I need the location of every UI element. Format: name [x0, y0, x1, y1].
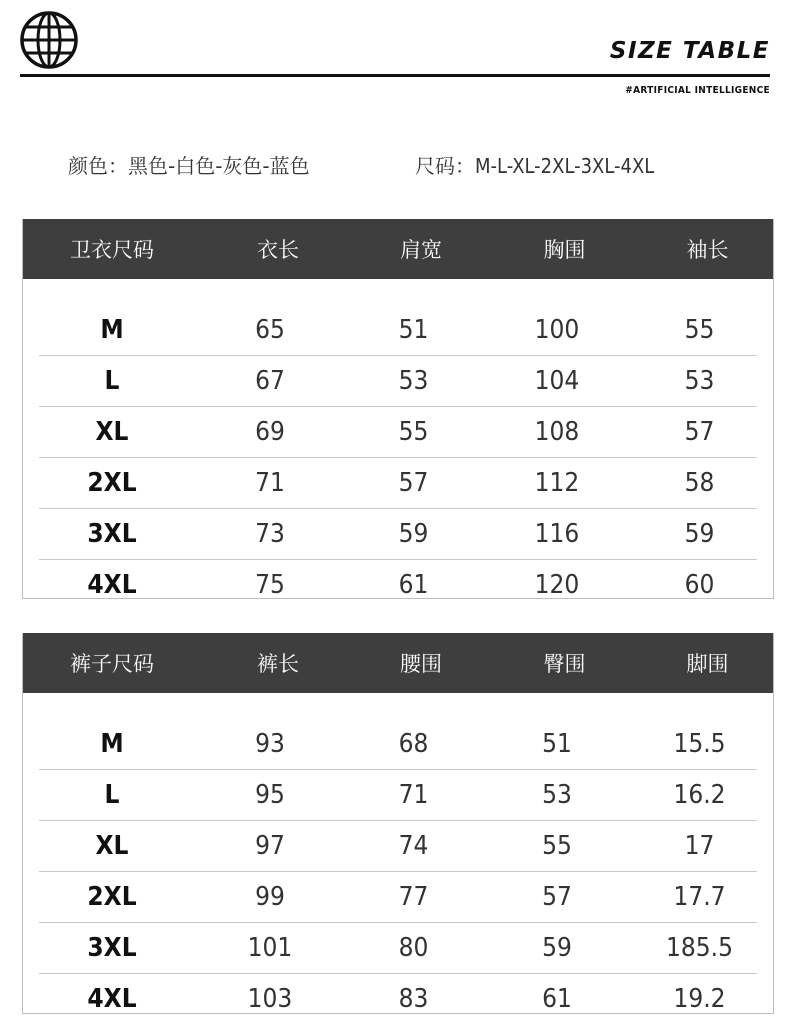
size-cell: 4XL: [87, 984, 137, 1014]
value-cell: 108: [534, 417, 580, 447]
value-cell: 101: [247, 933, 293, 963]
header-cell: 裤子尺码: [70, 652, 154, 676]
value-cell: 71: [255, 468, 285, 498]
table-header: [23, 633, 773, 693]
value-cell: 53: [398, 366, 429, 396]
value-cell: 51: [542, 729, 572, 759]
header-divider: [20, 74, 770, 77]
header-cell: 裤长: [257, 652, 299, 676]
value-cell: 65: [255, 315, 285, 345]
value-cell: 93: [255, 729, 285, 759]
value-cell: 57: [398, 468, 429, 498]
value-cell: 80: [398, 933, 429, 963]
header-cell: 脚围: [686, 652, 729, 676]
value-cell: 53: [542, 780, 572, 810]
size-cell: 3XL: [87, 519, 137, 549]
table-row: [39, 872, 757, 923]
value-cell: 17.7: [673, 882, 726, 912]
value-cell: 99: [255, 882, 285, 912]
value-cell: 57: [684, 417, 715, 447]
size-cell: XL: [95, 417, 129, 447]
header-cell: 卫衣尺码: [70, 238, 154, 262]
value-cell: 104: [534, 366, 580, 396]
table-row: [39, 923, 757, 974]
value-cell: 69: [255, 417, 285, 447]
value-cell: 100: [534, 315, 580, 345]
header-cell: 胸围: [543, 238, 586, 262]
value-cell: 19.2: [673, 984, 726, 1014]
value-cell: 185.5: [666, 933, 733, 963]
color-label: 颜色：: [68, 154, 128, 178]
header-cell: 衣长: [257, 238, 299, 262]
color-value: 黑色-白色-灰色-蓝色: [128, 154, 310, 178]
size-cell: M: [100, 729, 124, 759]
table-row: [39, 407, 757, 458]
header-cell: 腰围: [400, 652, 442, 676]
table-row: [39, 305, 757, 356]
value-cell: 16.2: [673, 780, 726, 810]
table-body: [39, 719, 757, 1024]
table-row: [39, 719, 757, 770]
brand-title: SIZE TABLE: [609, 38, 770, 64]
size-cell: 3XL: [87, 933, 137, 963]
table-header: [23, 219, 773, 279]
table-body: [39, 305, 757, 610]
value-cell: 55: [684, 315, 715, 345]
value-cell: 55: [398, 417, 429, 447]
size-cell: XL: [95, 831, 129, 861]
value-cell: 67: [255, 366, 285, 396]
size-info: [415, 150, 654, 179]
value-cell: 59: [542, 933, 572, 963]
table-row: [39, 509, 757, 560]
value-cell: 71: [398, 780, 429, 810]
value-cell: 53: [684, 366, 715, 396]
size-cell: M: [100, 315, 124, 345]
pants-size-table: [22, 633, 774, 1014]
header-cell: 臀围: [543, 652, 586, 676]
value-cell: 103: [247, 984, 293, 1014]
value-cell: 17: [684, 831, 715, 861]
color-info: [68, 150, 310, 179]
value-cell: 60: [684, 570, 715, 600]
value-cell: 51: [398, 315, 429, 345]
size-cell: 2XL: [87, 882, 137, 912]
hoodie-size-table: [22, 219, 774, 599]
value-cell: 57: [542, 882, 572, 912]
value-cell: 59: [398, 519, 429, 549]
table-row: [39, 770, 757, 821]
value-cell: 116: [534, 519, 580, 549]
value-cell: 74: [398, 831, 429, 861]
globe-icon: [19, 10, 79, 70]
value-cell: 55: [542, 831, 572, 861]
size-cell: 4XL: [87, 570, 137, 600]
table-row: [39, 974, 757, 1024]
size-cell: L: [104, 780, 120, 810]
size-cell: L: [104, 366, 120, 396]
value-cell: 97: [255, 831, 285, 861]
size-label: 尺码：: [415, 154, 475, 178]
value-cell: 15.5: [673, 729, 726, 759]
value-cell: 75: [255, 570, 285, 600]
value-cell: 61: [398, 570, 429, 600]
table-row: [39, 356, 757, 407]
header-cell: 肩宽: [400, 238, 442, 262]
header-cell: 袖长: [686, 238, 729, 262]
brand-subtitle: #ARTIFICIAL INTELLIGENCE: [625, 85, 770, 96]
value-cell: 61: [542, 984, 572, 1014]
value-cell: 83: [398, 984, 429, 1014]
table-row: [39, 821, 757, 872]
table-row: [39, 560, 757, 610]
value-cell: 120: [534, 570, 580, 600]
value-cell: 95: [255, 780, 285, 810]
value-cell: 77: [398, 882, 429, 912]
size-cell: 2XL: [87, 468, 137, 498]
value-cell: 73: [255, 519, 285, 549]
value-cell: 59: [684, 519, 715, 549]
table-row: [39, 458, 757, 509]
size-value: M-L-XL-2XL-3XL-4XL: [475, 154, 655, 178]
value-cell: 112: [534, 468, 580, 498]
value-cell: 58: [684, 468, 715, 498]
value-cell: 68: [398, 729, 429, 759]
